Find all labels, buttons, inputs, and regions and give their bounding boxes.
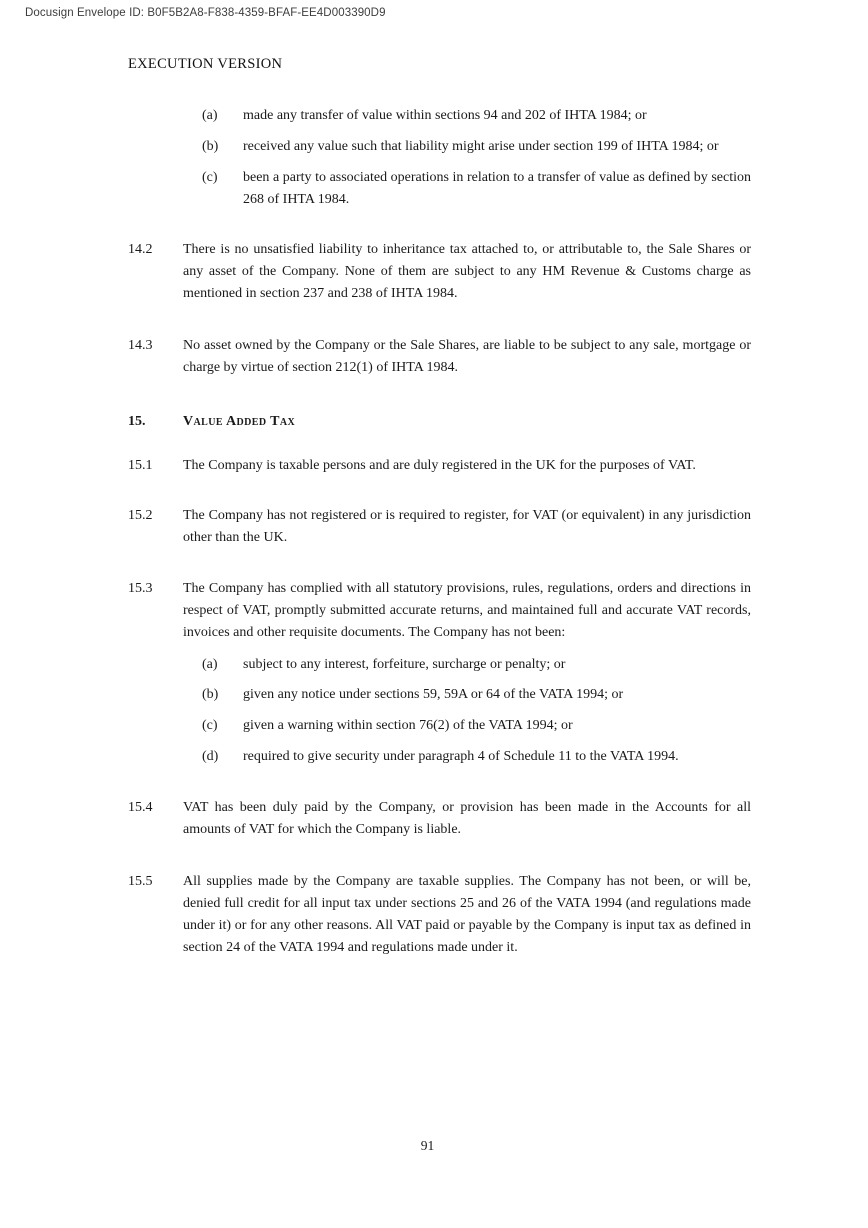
clause-text: All supplies made by the Company are taxable supplies. The Company has not been, or will be, denied full credit for all input tax under sections 25 and 26 of the VATA 1994 (and regulations made under it) or for any other reasons. All VAT paid or payable by the Company is input tax as defined in section 24 of the VATA 1994 and regulations made under it. bbox=[183, 874, 751, 955]
clause-number: 14.3 bbox=[128, 338, 153, 353]
clause-number: 15.4 bbox=[128, 800, 153, 815]
clause-number: 15.5 bbox=[128, 874, 153, 889]
clause-15-3-subclause-b bbox=[202, 684, 751, 706]
subclause-label: (d) bbox=[202, 749, 219, 764]
subclause-text: made any transfer of value within sections 94 and 202 of IHTA 1984; or bbox=[243, 108, 647, 123]
subclause-label: (c) bbox=[202, 170, 218, 185]
clause-15-5 bbox=[128, 871, 751, 959]
subclause-text: been a party to associated operations in relation to a transfer of value as defined by section 268 of IHTA 1984. bbox=[243, 170, 751, 207]
clause-14-3 bbox=[128, 335, 751, 379]
intro-subclause-b bbox=[202, 136, 751, 158]
subclause-text: given any notice under sections 59, 59A or 64 of the VATA 1994; or bbox=[243, 687, 624, 702]
clause-number: 15.1 bbox=[128, 458, 153, 473]
subclause-label: (c) bbox=[202, 718, 218, 733]
subclause-label: (b) bbox=[202, 687, 219, 702]
clause-15-1 bbox=[128, 455, 751, 477]
subclause-text: required to give security under paragraph 4 of Schedule 11 to the VATA 1994. bbox=[243, 749, 679, 764]
intro-subclause-a bbox=[202, 105, 751, 127]
subclause-label: (a) bbox=[202, 657, 218, 672]
section-title: Value Added Tax bbox=[183, 414, 296, 429]
section-15-heading bbox=[128, 411, 751, 433]
document-content bbox=[128, 105, 751, 959]
docusign-envelope-id: Docusign Envelope ID: B0F5B2A8-F838-4359-BFAF-EE4D003390D9 bbox=[25, 7, 386, 19]
subclause-label: (a) bbox=[202, 108, 218, 123]
clause-15-2 bbox=[128, 505, 751, 549]
clause-15-3-subclause-a bbox=[202, 654, 751, 676]
subclause-text: received any value such that liability might arise under section 199 of IHTA 1984; or bbox=[243, 139, 719, 154]
execution-version-label: EXECUTION VERSION bbox=[128, 56, 283, 72]
clause-14-2 bbox=[128, 239, 751, 305]
clause-number: 15.3 bbox=[128, 581, 153, 596]
page-number: 91 bbox=[420, 1138, 435, 1153]
clause-15-3-subclause-d bbox=[202, 746, 751, 768]
clause-text: The Company has not registered or is required to register, for VAT (or equivalent) in any jurisdiction other than the UK. bbox=[183, 508, 751, 545]
section-number: 15. bbox=[128, 414, 146, 429]
clause-text: No asset owned by the Company or the Sale Shares, are liable to be subject to any sale, mortgage or charge by virtue of section 212(1) of IHTA 1984. bbox=[183, 338, 751, 375]
clause-15-3 bbox=[128, 578, 751, 644]
clause-number: 15.2 bbox=[128, 508, 153, 523]
clause-15-4 bbox=[128, 797, 751, 841]
clause-text: There is no unsatisfied liability to inheritance tax attached to, or attributable to, the Sale Shares or any asset of the Company. None of them are subject to any HM Revenue & Customs charge as mentioned in section 237 and 238 of IHTA 1984. bbox=[183, 242, 751, 301]
clause-text: The Company is taxable persons and are duly registered in the UK for the purposes of VAT. bbox=[183, 458, 696, 473]
clause-text: VAT has been duly paid by the Company, or provision has been made in the Accounts for all amounts of VAT for which the Company is liable. bbox=[183, 800, 751, 837]
clause-text: The Company has complied with all statutory provisions, rules, regulations, orders and directions in respect of VAT, promptly submitted accurate returns, and maintained full and accurate VAT records, invoices and other requisite documents. The Company has not been: bbox=[183, 581, 751, 640]
subclause-text: subject to any interest, forfeiture, surcharge or penalty; or bbox=[243, 657, 566, 672]
subclause-text: given a warning within section 76(2) of the VATA 1994; or bbox=[243, 718, 573, 733]
subclause-label: (b) bbox=[202, 139, 219, 154]
clause-number: 14.2 bbox=[128, 242, 153, 257]
intro-subclause-c bbox=[202, 167, 751, 211]
clause-15-3-subclause-c bbox=[202, 715, 751, 737]
